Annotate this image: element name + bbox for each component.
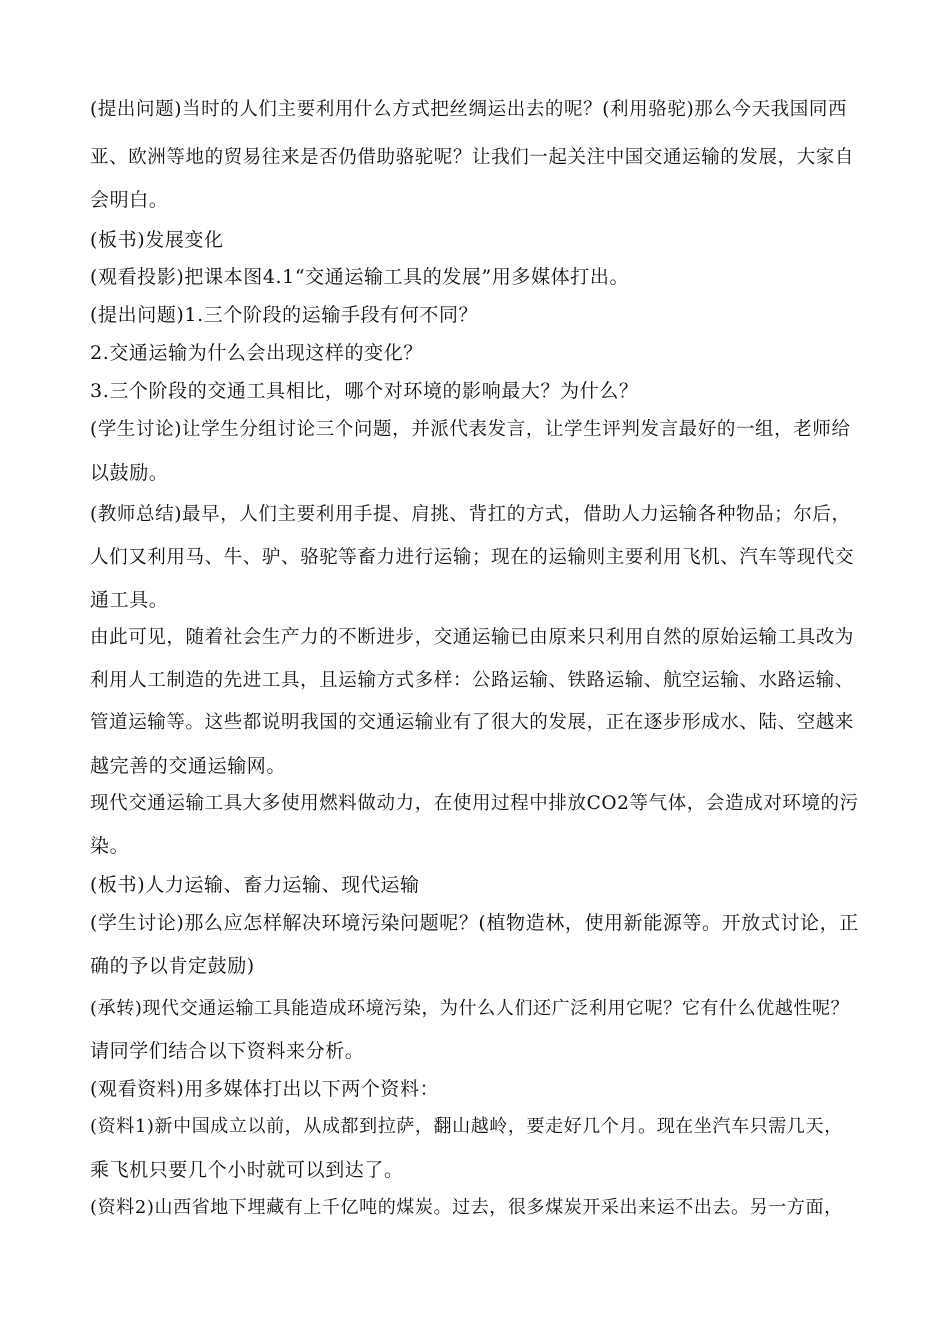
text-line: 由此可见，随着社会生产力的不断进步，交通运输已由原来只利用自然的原始运输工具改为	[90, 627, 855, 648]
text-line: (学生讨论)那么应怎样解决环境污染问题呢？(植物造林，使用新能源等。开放式讨论，正	[90, 912, 859, 934]
text-line: (承转)现代交通运输工具能造成环境污染，为什么人们还广泛利用它呢？它有什么优越性呢？	[90, 998, 850, 1019]
text-line: (提出问题)当时的人们主要利用什么方式把丝绸运出去的呢？(利用骆驼)那么今天我国同西	[90, 99, 848, 120]
text-line: 染。	[90, 835, 130, 857]
text-line: (观看投影)把课本图4.1“交通运输工具的发展”用多媒体打出。	[90, 266, 630, 288]
text-line: 现代交通运输工具大多使用燃料做动力，在使用过程中排放CO2等气体，会造成对环境的污	[90, 793, 859, 814]
text-line: (教师总结)最早，人们主要利用手提、肩挑、背扛的方式，借助人力运输各种物品；尔后，	[90, 504, 851, 525]
text-line: (提出问题)1.三个阶段的运输手段有何不同？	[90, 304, 479, 326]
text-line: (资料1)新中国成立以前，从成都到拉萨，翻山越岭，要走好几个月。现在坐汽车只需几天，	[90, 1116, 843, 1137]
text-line: (资料2)山西省地下埋藏有上千亿吨的煤炭。过去，很多煤炭开采出来运不出去。另一方面，	[90, 1197, 843, 1218]
text-line: (板书)发展变化	[90, 229, 224, 251]
text-line: 利用人工制造的先进工具，且运输方式多样：公路运输、铁路运输、航空运输、水路运输、	[90, 670, 855, 691]
text-line: 通工具。	[90, 589, 169, 611]
text-line: 管道运输等。这些都说明我国的交通运输业有了很大的发展，正在逐步形成水、陆、空越来	[90, 712, 855, 733]
text-line: 3.三个阶段的交通工具相比，哪个对环境的影响最大？为什么？	[90, 380, 639, 402]
text-line: (板书)人力运输、畜力运输、现代运输	[90, 874, 420, 896]
text-line: 确的予以肯定鼓励)	[90, 955, 255, 977]
text-line: 越完善的交通运输网。	[90, 755, 287, 777]
text-line: 乘飞机只要几个小时就可以到达了。	[90, 1159, 404, 1181]
text-line: (观看资料)用多媒体打出以下两个资料：	[90, 1078, 440, 1100]
text-line: 人们又利用马、牛、驴、骆驼等畜力进行运输；现在的运输则主要利用飞机、汽车等现代交	[90, 547, 855, 568]
text-line: 亚、欧洲等地的贸易往来是否仍借助骆驼呢？让我们一起关注中国交通运输的发展，大家自	[90, 147, 855, 168]
text-line: 请同学们结合以下资料来分析。	[90, 1040, 365, 1062]
text-line: 2.交通运输为什么会出现这样的变化？	[90, 342, 423, 364]
text-line: (学生讨论)让学生分组讨论三个问题，并派代表发言，让学生评判发言最好的一组，老师给	[90, 419, 851, 440]
text-line: 会明白。	[90, 189, 169, 211]
text-line: 以鼓励。	[90, 462, 169, 484]
